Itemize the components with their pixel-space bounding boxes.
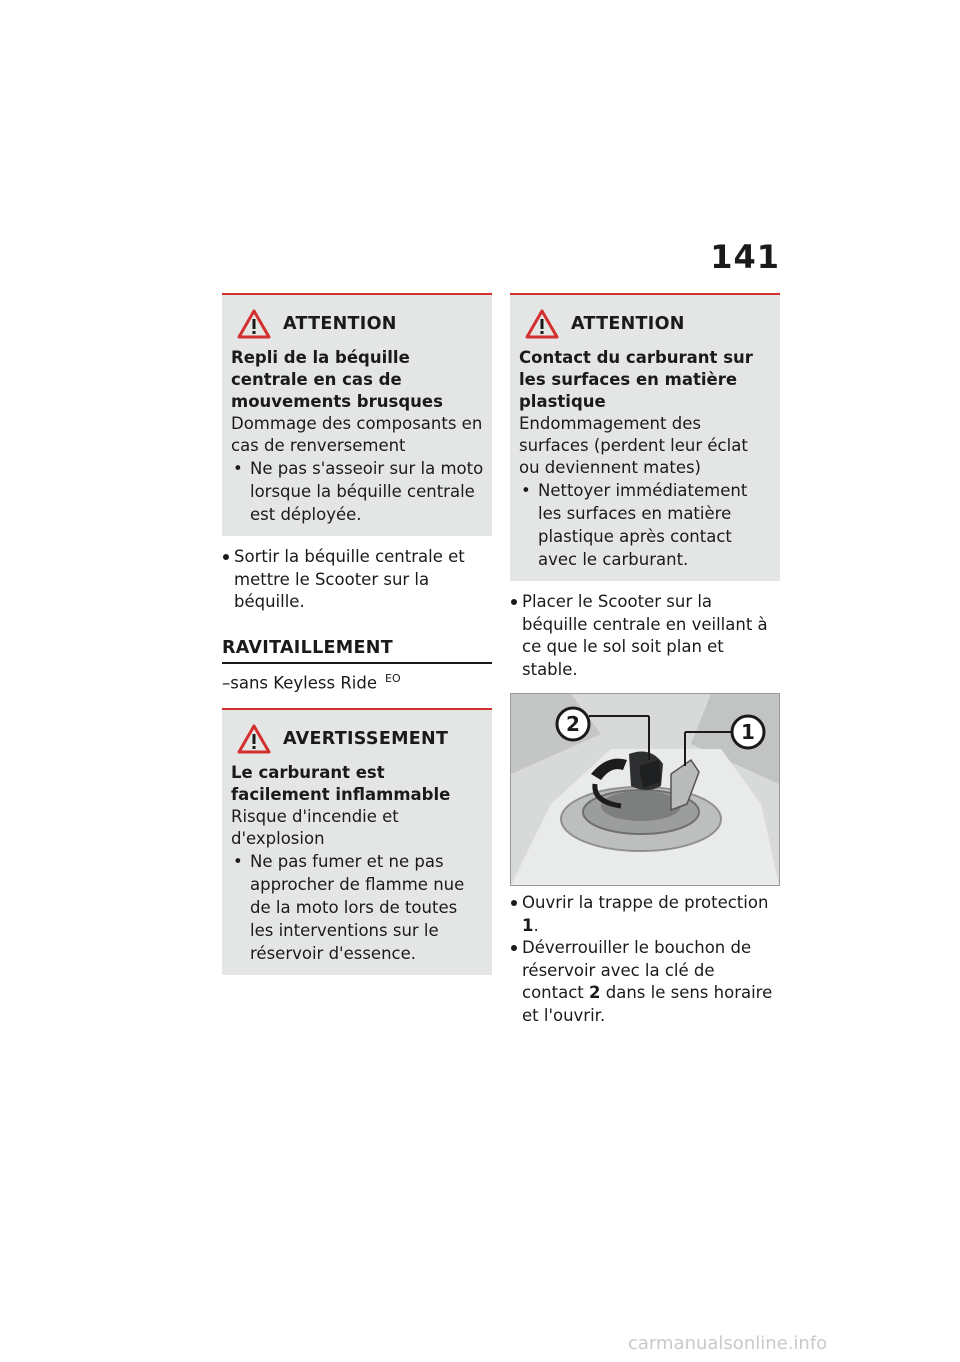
warning-title: AVERTISSEMENT	[283, 729, 449, 749]
step-item	[510, 892, 780, 937]
step-item: Sortir la béquille centrale et mettre le Scooter sur la béquille.	[222, 546, 492, 614]
fuel-cap-illustration	[510, 693, 780, 886]
step-list	[510, 591, 780, 681]
warning-title: ATTENTION	[571, 314, 685, 334]
step-list	[222, 546, 492, 614]
step-text-end: .	[533, 915, 539, 935]
warning-header	[525, 309, 772, 339]
attention-box-stand	[222, 293, 492, 536]
warning-triangle-icon	[525, 309, 559, 339]
section-subheading-sup: EO	[385, 671, 401, 685]
warning-header	[237, 309, 484, 339]
warning-action: • Ne pas fumer et ne pas approcher de flamme nue de la moto lors de toutes les interventions sur le réservoir d'essence.	[231, 850, 484, 965]
step-text: Déverrouiller le bouchon de réservoir avec la clé de contact	[522, 938, 752, 1002]
warning-triangle-icon	[237, 724, 271, 754]
page-number: 141	[710, 238, 780, 276]
step-item: Placer le Scooter sur la béquille centrale en veillant à ce que le sol soit plan et stable.	[510, 591, 780, 681]
section-subheading-text: –sans Keyless Ride	[222, 673, 378, 692]
warning-consequence: Risque d'incendie et d'explosion	[231, 807, 399, 848]
warning-consequence: Endommagement des surfaces (perdent leur éclat ou deviennent mates)	[519, 414, 748, 477]
section-subheading	[222, 668, 492, 695]
section-heading: RAVITAILLEMENT	[222, 638, 492, 664]
warning-box-fuel	[222, 708, 492, 975]
warning-actions	[519, 479, 772, 571]
fuel-cap-drawing	[511, 694, 779, 885]
warning-title: ATTENTION	[283, 314, 397, 334]
warning-triangle-icon	[237, 309, 271, 339]
warning-action: • Ne pas s'asseoir sur la moto lorsque la béquille centrale est déployée.	[231, 457, 484, 526]
warning-consequence: Dommage des composants en cas de renversement	[231, 414, 483, 455]
callout-2-label: 2	[566, 712, 580, 736]
site-watermark: carmanualsonline.info	[628, 1333, 828, 1354]
step-ref-number: 2	[589, 983, 601, 1002]
step-text-end: dans le sens horaire et l'ouvrir.	[522, 983, 773, 1025]
left-column	[222, 293, 492, 975]
warning-action: • Nettoyer immédiatement les surfaces en matière plastique après contact avec le carburant.	[519, 479, 772, 571]
right-column	[510, 293, 780, 1027]
step-item	[510, 937, 780, 1027]
warning-actions	[231, 850, 484, 965]
warning-subject: Repli de la béquille centrale en cas de mouvements brusques	[231, 348, 443, 411]
warning-actions	[231, 457, 484, 526]
warning-subject: Contact du carburant sur les surfaces en matière plastique	[519, 348, 753, 411]
warning-header	[237, 724, 484, 754]
attention-box-plastic	[510, 293, 780, 581]
callout-1-label: 1	[741, 720, 755, 744]
step-text: Ouvrir la trappe de protection	[522, 893, 769, 912]
step-list	[510, 892, 780, 1027]
warning-subject: Le carburant est facilement inflammable	[231, 763, 451, 804]
step-ref-number: 1	[522, 915, 534, 935]
